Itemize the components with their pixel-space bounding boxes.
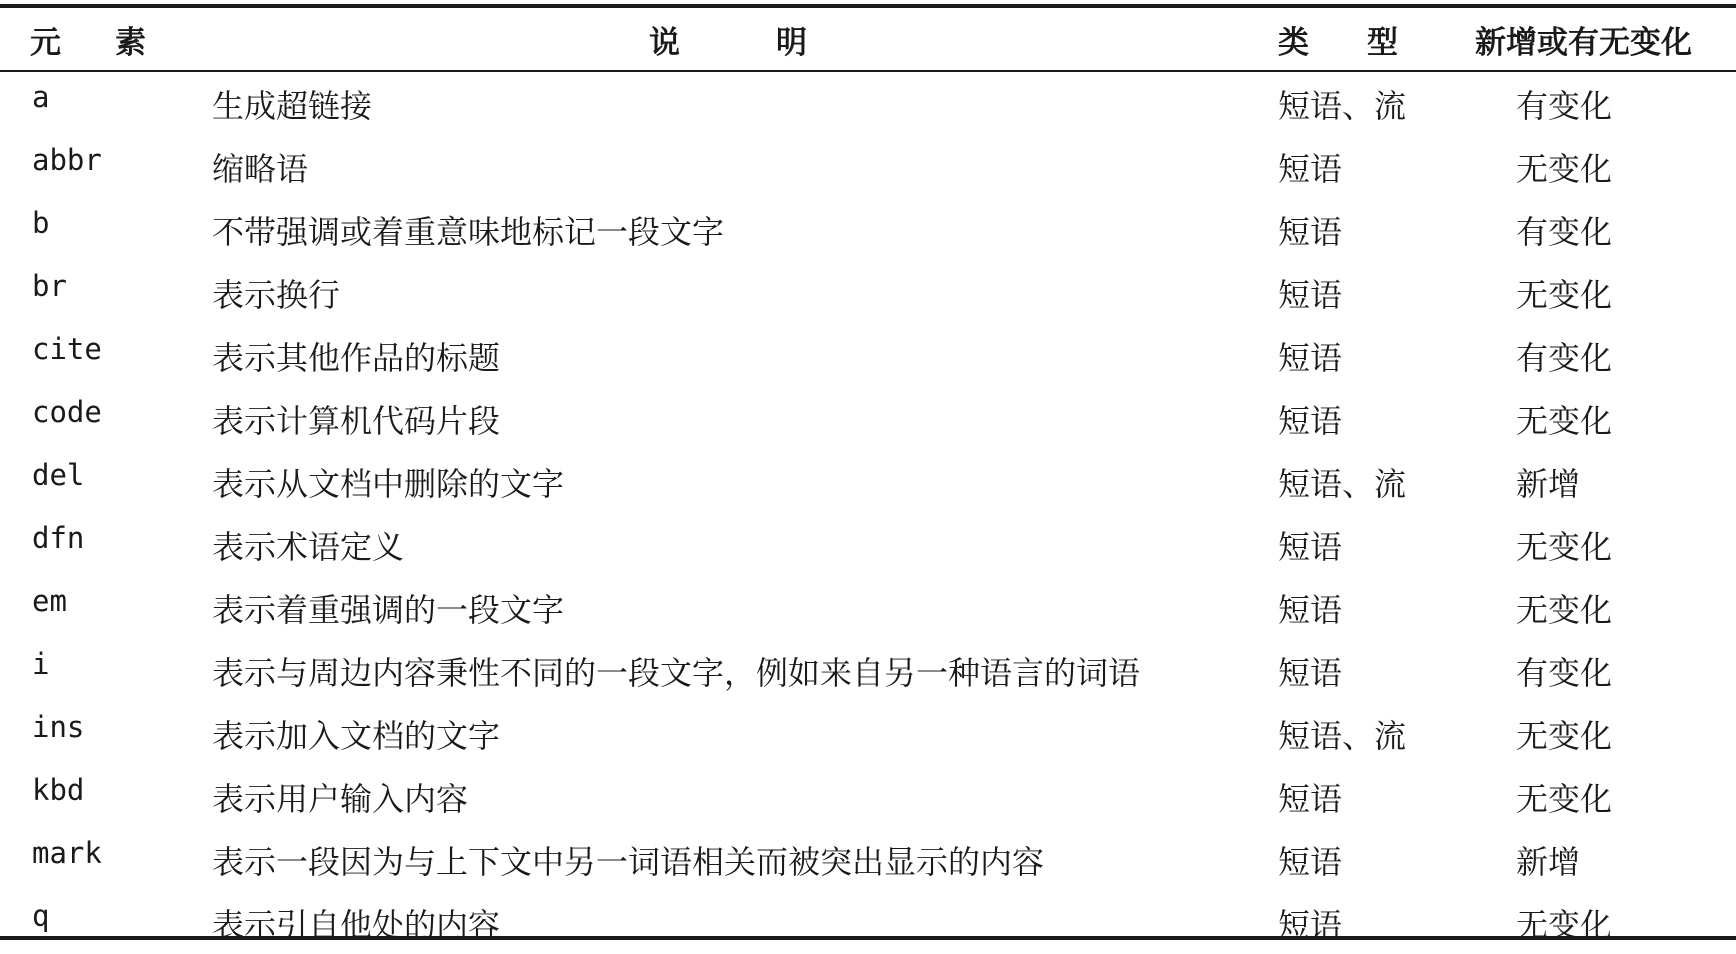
- table-row: [0, 450, 1736, 513]
- element-table: [0, 8, 1736, 954]
- cell-element: dfn: [32, 520, 85, 555]
- cell-description: 生成超链接: [212, 86, 373, 125]
- table-row: [0, 71, 1736, 135]
- table-row: [0, 828, 1736, 891]
- cell-element: cite: [32, 331, 102, 366]
- cell-element: i: [32, 646, 50, 681]
- cell-description: 表示计算机代码片段: [212, 401, 501, 440]
- table-row: [0, 576, 1736, 639]
- cell-element: em: [32, 583, 67, 618]
- cell-type: 短语: [1278, 779, 1343, 818]
- cell-description: 表示术语定义: [212, 527, 405, 566]
- cell-change: 有变化: [1516, 86, 1613, 125]
- cell-type: 短语、流: [1278, 86, 1407, 125]
- cell-change: 无变化: [1516, 716, 1613, 755]
- table-row: [0, 639, 1736, 702]
- cell-description: 表示其他作品的标题: [212, 338, 501, 377]
- cell-element: code: [32, 394, 102, 429]
- cell-change: 无变化: [1516, 401, 1613, 440]
- cell-element: br: [32, 268, 67, 303]
- cell-description: 表示与周边内容秉性不同的一段文字，例如来自另一种语言的词语: [212, 653, 1141, 692]
- cell-change: 无变化: [1516, 905, 1613, 944]
- table-row: [0, 198, 1736, 261]
- cell-change: 新增: [1516, 464, 1581, 503]
- header-type: 类型: [1278, 8, 1461, 71]
- element-table-frame: [0, 4, 1736, 944]
- header-description: 说明: [178, 8, 1278, 71]
- cell-type: 短语: [1278, 338, 1343, 377]
- cell-description: 表示一段因为与上下文中另一词语相关而被突出显示的内容: [212, 842, 1045, 881]
- cell-change: 无变化: [1516, 275, 1613, 314]
- table-row: [0, 765, 1736, 828]
- cell-type: 短语: [1278, 275, 1343, 314]
- cell-element: del: [32, 457, 85, 492]
- cell-description: 表示引自他处的内容: [212, 905, 501, 944]
- table-row: [0, 324, 1736, 387]
- cell-type: 短语: [1278, 590, 1343, 629]
- cell-description: 不带强调或着重意味地标记一段文字: [212, 212, 725, 251]
- cell-type: 短语: [1278, 527, 1343, 566]
- cell-element: kbd: [32, 772, 85, 807]
- table-row: [0, 261, 1736, 324]
- cell-element: a: [32, 79, 50, 114]
- cell-type: 短语: [1278, 842, 1343, 881]
- header-change: 新增或有无变化: [1461, 8, 1736, 71]
- cell-description: 表示用户输入内容: [212, 779, 469, 818]
- table-row: [0, 135, 1736, 198]
- table-header-row: [0, 8, 1736, 71]
- cell-element: abbr: [32, 142, 102, 177]
- cell-change: 无变化: [1516, 527, 1613, 566]
- cell-type: 短语: [1278, 905, 1343, 944]
- cell-description: 缩略语: [212, 149, 309, 188]
- cell-type: 短语: [1278, 653, 1343, 692]
- table-row: [0, 387, 1736, 450]
- table-row: [0, 702, 1736, 765]
- cell-element: b: [32, 205, 50, 240]
- cell-description: 表示加入文档的文字: [212, 716, 501, 755]
- cell-change: 新增: [1516, 842, 1581, 881]
- cell-change: 有变化: [1516, 653, 1613, 692]
- table-row: [0, 513, 1736, 576]
- cell-type: 短语、流: [1278, 464, 1407, 503]
- cell-description: 表示从文档中删除的文字: [212, 464, 565, 503]
- cell-type: 短语: [1278, 212, 1343, 251]
- header-element: 元素: [0, 8, 178, 71]
- cell-type: 短语: [1278, 401, 1343, 440]
- cell-element: mark: [32, 835, 102, 870]
- cell-element: ins: [32, 709, 85, 744]
- cell-change: 无变化: [1516, 149, 1613, 188]
- cell-type: 短语、流: [1278, 716, 1407, 755]
- cell-description: 表示换行: [212, 275, 341, 314]
- cell-element: q: [32, 898, 50, 933]
- cell-change: 无变化: [1516, 590, 1613, 629]
- cell-description: 表示着重强调的一段文字: [212, 590, 565, 629]
- cell-change: 无变化: [1516, 779, 1613, 818]
- cell-type: 短语: [1278, 149, 1343, 188]
- cell-change: 有变化: [1516, 212, 1613, 251]
- cell-change: 有变化: [1516, 338, 1613, 377]
